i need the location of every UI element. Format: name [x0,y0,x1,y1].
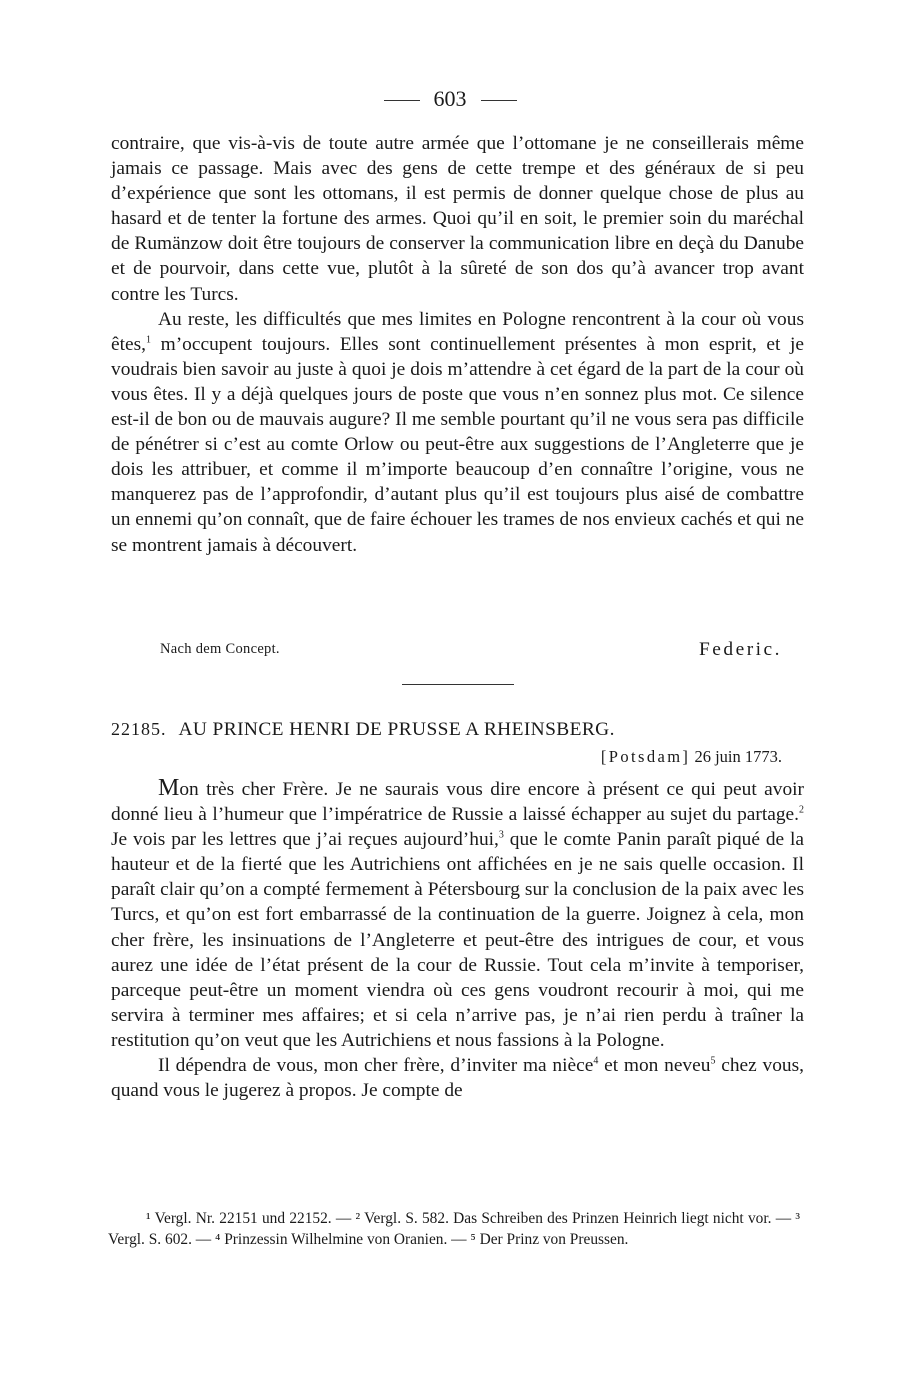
letter-date: 26 juin 1773. [694,747,782,766]
body-paragraph [111,1053,804,1103]
paragraph-text: on très cher Frère. Je ne saurais vous dire encore à présent ce qui peut avoir donné lieu à l’humeur que l’impératrice de Russie a laissé échapper au sujet du partage. [111,779,804,826]
letter-body [111,776,804,1103]
section-separator [402,684,514,685]
footnote-ref: 3 [498,829,504,841]
footnote-ref: 2 [799,804,804,816]
letter-place: [Potsdam] [600,747,691,766]
footnote-ref: 5 [710,1055,716,1067]
paragraph-text: Il dépendra de vous, mon cher frère, d’inviter ma nièce [158,1055,594,1077]
page-number-dash-left [384,100,420,101]
letter-continuation [111,131,804,558]
page-number-text: 603 [433,86,467,111]
paragraph-text: Au reste, les difficultés que mes limites en Pologne rencontrent à la cour où vous êtes, [111,308,804,355]
letter-number: 22185. [111,719,167,739]
footnote-ref: 4 [593,1055,599,1067]
body-paragraph [111,776,804,1053]
page-number-dash-right [481,100,517,101]
source-note: Nach dem Concept. [160,641,280,657]
body-paragraph [111,307,804,558]
letter-dateline [111,744,782,770]
paragraph-text: chez vous, quand vous le jugerez à propos. Je compte de [111,1055,804,1102]
page-number [0,84,900,114]
signoff [160,639,782,665]
paragraph-text: m’occupent toujours. Elles sont continuellement présentes à mon esprit, et je voudrais bien savoir au juste à quoi je dois m’attendre à cet égard de la part de la cour où vous êtes. Il y a déjà quelques jours de poste que vous n’en sonnez plus mot. Ce silence est-il de bon ou de mauvais augure? Il me semble pourtant qu’il ne vous sera pas difficile de pénétrer si c’est au comte Orlow ou peut-être aux suggestions de l’Angleterre que je dois les attribuer, et comme il m’importe beaucoup d’en connaître l’origine, vous ne manquerez pas de l’approfondir, d’autant plus qu’il est toujours plus aisé de combattre un ennemi qu’on connaît, que de faire échouer les trames de nos envieux cachés et qui ne se montrent jamais à découvert. [111,333,804,556]
paragraph-text: que le comte Panin paraît piqué de la hauteur et de la fierté que les Autrichiens ont affichées en je ne sais quelle occasion. Il paraît clair qu’on a compté fermement à Pétersbourg sur la conclusion de la paix avec les Turcs, et qu’on est fort embarrassé de la continuation de la guerre. Joignez à cela, mon cher frère, les insinuations de l’Angleterre et peut-être des intrigues de cour, et vous aurez une idée de l’état présent de la cour de Russie. Tout cela m’invite à temporiser, parceque peut-être un moment viendra où ces gens voudront recourir à moi, qui me servira à terminer mes affaires; et si cela n’arrive pas, je n’ai rien perdu à traîner la restitution qu’on veut que les Autrichiens et nous fassions à la Pologne. [111,829,804,1051]
paragraph-text: et mon neveu [598,1055,711,1077]
salutation-initial: M [158,775,180,801]
footnote-text: ¹ Vergl. Nr. 22151 und 22152. — ² Vergl. S. 582. Das Schreiben des Prinzen Heinrich liegt nicht vor. — ³ Vergl. S. 602. — ⁴ Prinzessin Wilhelmine von Oranien. — ⁵ Der Prinz von Preussen. [108,1210,800,1248]
signature: Federic. [699,639,782,660]
paragraph-text: Je vois par les lettres que j’ai reçues aujourd’hui, [111,829,499,851]
footnotes [108,1208,800,1250]
body-paragraph: contraire, que vis-à-vis de toute autre armée que l’ottomane je ne conseillerais même jamais ce passage. Mais avec des gens de cette trempe et des généraux de si peu d’expérience que sont les ottomans, il est permis de donner quelque chose de plus au hasard et de tenter la fortune des armes. Quoi qu’il en soit, le premier soin du maréchal de Rumänzow doit être toujours de conserver la communication libre en deçà du Danube et de pourvoir, dans cette vue, plutôt à la sûreté de son dos qu’à avancer trop avant contre les Turcs. [111,133,804,305]
letter-heading [111,716,804,743]
footnote-ref: 1 [146,334,151,346]
letter-recipient: AU PRINCE HENRI DE PRUSSE A RHEINSBERG. [178,719,615,740]
